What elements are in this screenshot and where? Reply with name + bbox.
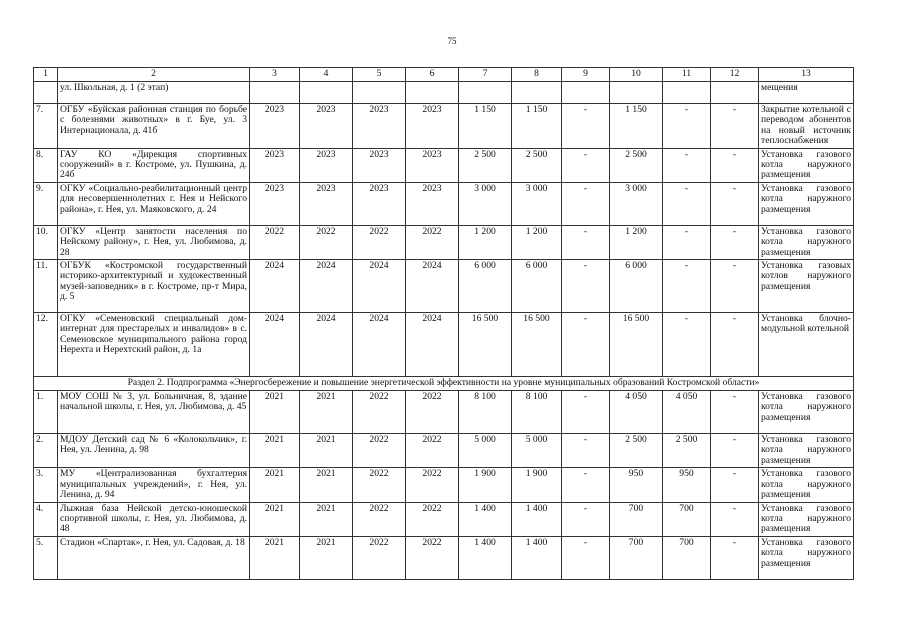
cell-num: 3.: [34, 468, 58, 502]
cell-municipal: 2 500: [663, 434, 711, 468]
cell-num: 4.: [34, 502, 58, 536]
cell-year: 2022: [406, 225, 459, 259]
cell-year: 2022: [353, 434, 406, 468]
cell-year: 2023: [353, 148, 406, 182]
cell-note: Установка газовых котлов наружного размещения: [759, 260, 854, 313]
cell-year: 2022: [353, 468, 406, 502]
table-row: [34, 104, 854, 149]
cell-municipal: -: [663, 148, 711, 182]
cell-num: 8.: [34, 148, 58, 182]
cell-note: Установка газового котла наружного размещения: [759, 148, 854, 182]
cell-federal: -: [562, 502, 610, 536]
table-row: [34, 225, 854, 259]
cell-regional: 2 500: [610, 434, 663, 468]
table-row: [34, 468, 854, 502]
cell-name: ОГБУК «Костромской государственный историко-архитектурный и художественный музей-заповедник» в г. Костроме, пр-т Мира, д. 5: [58, 260, 250, 313]
cell-federal: -: [562, 260, 610, 313]
cell-regional: 2 500: [610, 148, 663, 182]
cell-num: 2.: [34, 434, 58, 468]
cell-amount-total: 8 100: [459, 391, 512, 434]
cell-name: МДОУ Детский сад № 6 «Колокольчик», г. Нея, ул. Ленина, д. 98: [58, 434, 250, 468]
cell-amount: 16 500: [512, 313, 562, 377]
cell-year: 2021: [300, 468, 353, 502]
cell-name: ОГКУ «Центр занятости населения по Нейскому району», г. Нея, ул. Любимова, д. 28: [58, 225, 250, 259]
cell-year: 2022: [406, 468, 459, 502]
header-cell: 5: [353, 68, 406, 82]
cell-federal: -: [562, 391, 610, 434]
table-row: [34, 391, 854, 434]
table-row: [34, 182, 854, 225]
header-cell: 11: [663, 68, 711, 82]
cell-municipal: -: [663, 182, 711, 225]
cell-amount-total: 1 400: [459, 536, 512, 579]
header-cell: 6: [406, 68, 459, 82]
cell-amount-total: 5 000: [459, 434, 512, 468]
cell-amount: 6 000: [512, 260, 562, 313]
cell-regional: 950: [610, 468, 663, 502]
cell-year: 2024: [300, 260, 353, 313]
cell-amount-total: 1 200: [459, 225, 512, 259]
cell-num: 12.: [34, 313, 58, 377]
header-cell: 2: [58, 68, 250, 82]
cell-federal: -: [562, 148, 610, 182]
cell-num: 5.: [34, 536, 58, 579]
cell-other: -: [711, 536, 759, 579]
header-cell: 10: [610, 68, 663, 82]
cell-municipal: -: [663, 260, 711, 313]
cell-federal: -: [562, 104, 610, 149]
cell-year: 2024: [406, 260, 459, 313]
cell-note: Установка газового котла наружного размещения: [759, 434, 854, 468]
cell-start-year: 2023: [250, 148, 300, 182]
cell-name: Стадион «Спартак», г. Нея, ул. Садовая, д. 18: [58, 536, 250, 579]
cell-start-year: 2022: [250, 225, 300, 259]
cell-amount: 1 150: [512, 104, 562, 149]
cell-regional: 700: [610, 536, 663, 579]
cell-year: 2023: [406, 104, 459, 149]
cell-name: МУ «Централизованная бухгалтерия муниципальных учреждений», г. Нея, ул. Ленина, д. 94: [58, 468, 250, 502]
cell-amount: 2 500: [512, 148, 562, 182]
cell-other: -: [711, 148, 759, 182]
cell-amount: 5 000: [512, 434, 562, 468]
energy-program-table: [33, 67, 854, 580]
cell-start-year: 2024: [250, 313, 300, 377]
cell-amount-total: 1 900: [459, 468, 512, 502]
cell-federal: -: [562, 434, 610, 468]
cell-year: 2023: [300, 182, 353, 225]
cell-year: 2022: [353, 502, 406, 536]
cell-year: 2024: [300, 313, 353, 377]
header-cell: 8: [512, 68, 562, 82]
cell-year: 2023: [300, 104, 353, 149]
cell-start-year: 2021: [250, 536, 300, 579]
cell-year: 2022: [300, 225, 353, 259]
cell-year: 2023: [406, 182, 459, 225]
header-row: [34, 68, 854, 82]
table-row: [34, 536, 854, 579]
cell-municipal: 700: [663, 502, 711, 536]
cell-federal: -: [562, 468, 610, 502]
cell-year: 2024: [353, 260, 406, 313]
section-title: Раздел 2. Подпрограмма «Энергосбережение и повышение энергетической эффективности на уровне муниципальных образований Костромской области»: [34, 377, 854, 391]
header-cell: 3: [250, 68, 300, 82]
cell-other: -: [711, 502, 759, 536]
cell-start-year: 2023: [250, 182, 300, 225]
cell-amount: 8 100: [512, 391, 562, 434]
cell-start-year: 2021: [250, 391, 300, 434]
cell-other: -: [711, 391, 759, 434]
cell-year: 2021: [300, 434, 353, 468]
cell-other: -: [711, 104, 759, 149]
cell-federal: -: [562, 225, 610, 259]
cell-num: [34, 82, 58, 104]
cell-amount-total: 16 500: [459, 313, 512, 377]
cell-municipal: -: [663, 104, 711, 149]
cell-num: 10.: [34, 225, 58, 259]
cell-note: Установка газового котла наружного размещения: [759, 182, 854, 225]
cell-regional: 3 000: [610, 182, 663, 225]
cell-name: ул. Школьная, д. 1 (2 этап): [58, 82, 250, 104]
cell-municipal: 700: [663, 536, 711, 579]
cell: [562, 82, 610, 104]
cell-name: ОГБУ «Буйская районная станция по борьбе с болезнями животных» в г. Буе, ул. 3 Интернационала, д. 41б: [58, 104, 250, 149]
cell-start-year: 2023: [250, 104, 300, 149]
cell-regional: 16 500: [610, 313, 663, 377]
cell-name: ГАУ КО «Дирекция спортивных сооружений» в г. Костроме, ул. Пушкина, д. 24б: [58, 148, 250, 182]
cell-other: -: [711, 434, 759, 468]
cell-amount: 1 400: [512, 502, 562, 536]
cell-amount: 1 900: [512, 468, 562, 502]
continuation-row: [34, 82, 854, 104]
cell: [459, 82, 512, 104]
cell-year: 2023: [353, 182, 406, 225]
cell-year: 2022: [406, 536, 459, 579]
cell-start-year: 2021: [250, 434, 300, 468]
cell-note: Установка газового котла наружного размещения: [759, 225, 854, 259]
header-cell: 7: [459, 68, 512, 82]
section-header-row: [34, 377, 854, 391]
cell-num: 11.: [34, 260, 58, 313]
cell-year: 2021: [300, 536, 353, 579]
page-number: 75: [447, 36, 457, 46]
cell: [663, 82, 711, 104]
header-cell: 13: [759, 68, 854, 82]
cell-year: 2022: [406, 391, 459, 434]
table-row: [34, 434, 854, 468]
cell-start-year: 2021: [250, 502, 300, 536]
cell-num: 9.: [34, 182, 58, 225]
header-cell: 1: [34, 68, 58, 82]
header-cell: 9: [562, 68, 610, 82]
cell-regional: 4 050: [610, 391, 663, 434]
cell-federal: -: [562, 536, 610, 579]
cell-regional: 6 000: [610, 260, 663, 313]
cell-regional: 1 150: [610, 104, 663, 149]
table-row: [34, 502, 854, 536]
cell-start-year: 2024: [250, 260, 300, 313]
table-row: [34, 313, 854, 377]
cell-other: -: [711, 182, 759, 225]
cell-year: 2023: [353, 104, 406, 149]
cell-note: мещения: [759, 82, 854, 104]
cell-regional: 700: [610, 502, 663, 536]
cell: [406, 82, 459, 104]
cell-note: Установка газового котла наружного размещения: [759, 536, 854, 579]
cell-municipal: 950: [663, 468, 711, 502]
cell-municipal: -: [663, 225, 711, 259]
cell-note: Установка газового котла наружного размещения: [759, 502, 854, 536]
cell-note: Закрытие котельной с переводом абонентов на новый источник теплоснабжения: [759, 104, 854, 149]
cell-amount-total: 1 150: [459, 104, 512, 149]
cell-name: Лыжная база Нейской детско-юношеской спортивной школы, г. Нея, ул. Любимова, д. 48: [58, 502, 250, 536]
cell-note: Установка газового котла наружного размещения: [759, 468, 854, 502]
cell: [250, 82, 300, 104]
cell-other: -: [711, 468, 759, 502]
cell-year: 2023: [406, 148, 459, 182]
cell-amount-total: 1 400: [459, 502, 512, 536]
cell-year: 2023: [300, 148, 353, 182]
cell-amount: 1 200: [512, 225, 562, 259]
cell-federal: -: [562, 182, 610, 225]
cell-other: -: [711, 225, 759, 259]
cell-note: Установка блочно-модульной котельной: [759, 313, 854, 377]
cell-year: 2022: [353, 391, 406, 434]
cell-name: МОУ СОШ № 3, ул. Больничная, 8, здание начальной школы, г. Нея, ул. Любимова, д. 45: [58, 391, 250, 434]
cell-amount-total: 3 000: [459, 182, 512, 225]
cell-year: 2022: [353, 225, 406, 259]
cell-year: 2022: [406, 434, 459, 468]
table-row: [34, 148, 854, 182]
cell-regional: 1 200: [610, 225, 663, 259]
cell: [512, 82, 562, 104]
cell-year: 2024: [406, 313, 459, 377]
cell: [610, 82, 663, 104]
cell-year: 2022: [406, 502, 459, 536]
cell-municipal: -: [663, 313, 711, 377]
cell-num: 7.: [34, 104, 58, 149]
cell: [711, 82, 759, 104]
cell-amount-total: 6 000: [459, 260, 512, 313]
cell: [353, 82, 406, 104]
cell-name: ОГКУ «Социально-реабилитационный центр для несовершеннолетних г. Нея и Нейского района», г. Нея, ул. Маяковского, д. 24: [58, 182, 250, 225]
cell-start-year: 2021: [250, 468, 300, 502]
cell-year: 2021: [300, 502, 353, 536]
cell-name: ОГКУ «Семеновский специальный дом-интернат для престарелых и инвалидов» в с. Семеновское муниципального района город Нерехта и Нерехтский район, д. 1а: [58, 313, 250, 377]
cell-amount: 1 400: [512, 536, 562, 579]
cell-year: 2022: [353, 536, 406, 579]
cell-federal: -: [562, 313, 610, 377]
cell-year: 2021: [300, 391, 353, 434]
cell-year: 2024: [353, 313, 406, 377]
cell: [300, 82, 353, 104]
header-cell: 12: [711, 68, 759, 82]
cell-amount-total: 2 500: [459, 148, 512, 182]
table-row: [34, 260, 854, 313]
cell-note: Установка газового котла наружного размещения: [759, 391, 854, 434]
cell-amount: 3 000: [512, 182, 562, 225]
header-cell: 4: [300, 68, 353, 82]
cell-municipal: 4 050: [663, 391, 711, 434]
cell-other: -: [711, 313, 759, 377]
cell-num: 1.: [34, 391, 58, 434]
cell-other: -: [711, 260, 759, 313]
